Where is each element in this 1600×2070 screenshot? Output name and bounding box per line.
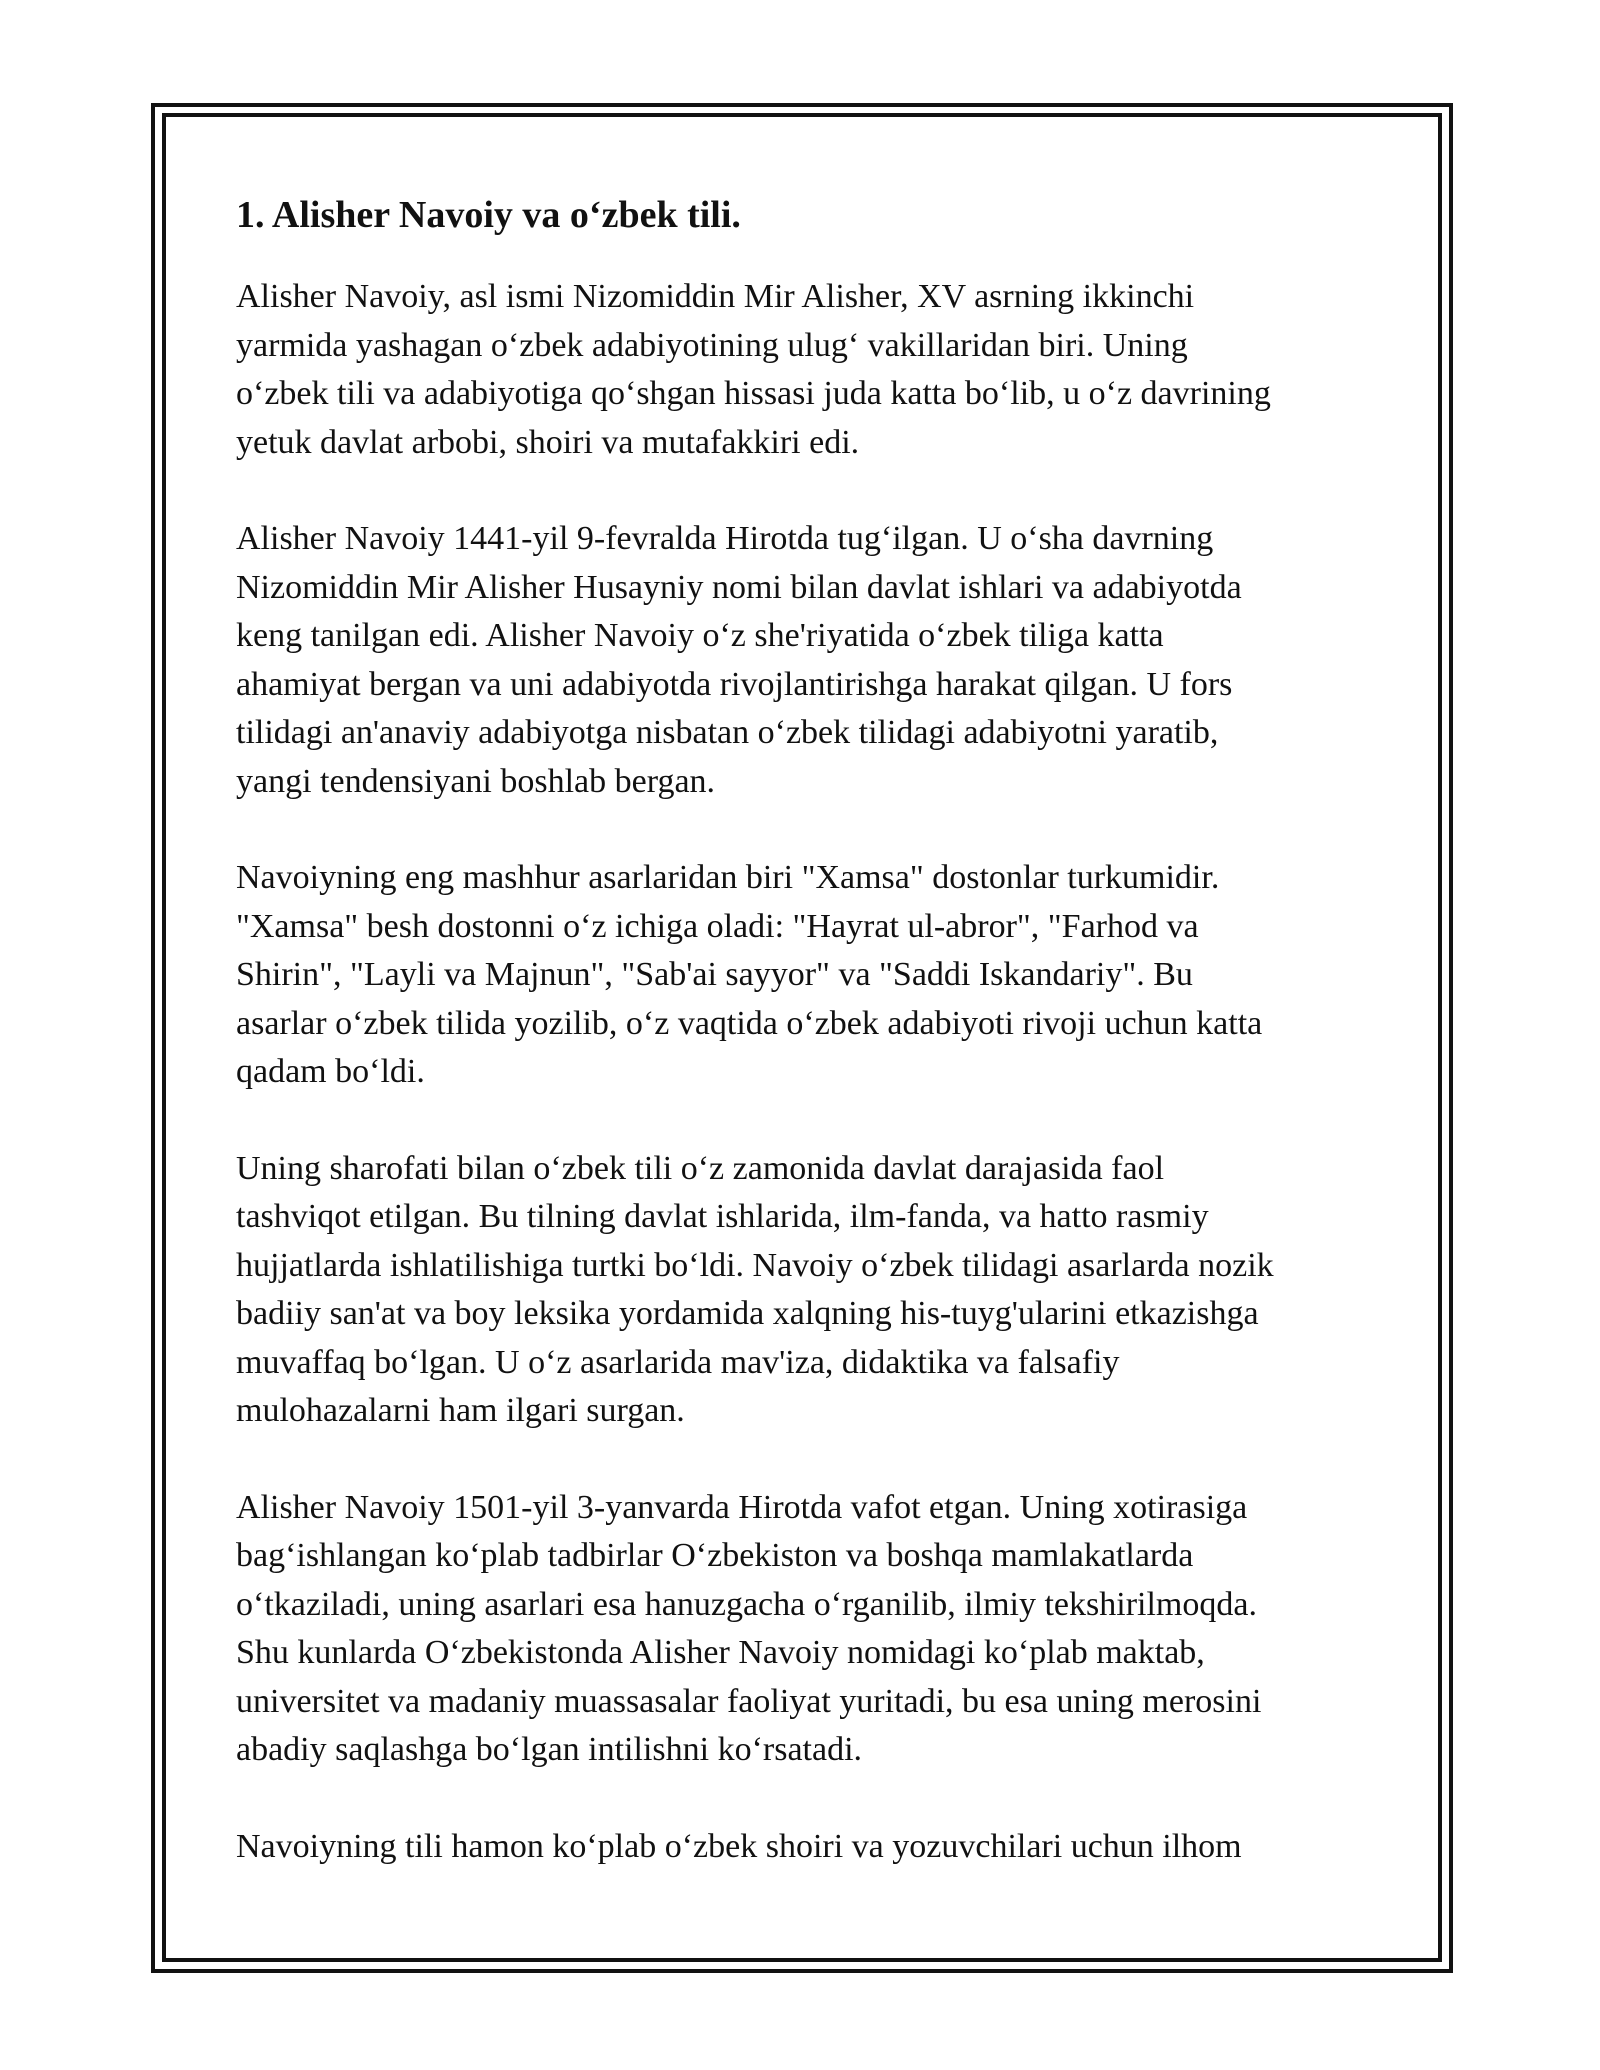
paragraph-intro: Alisher Navoiy, asl ismi Nizomiddin Mir Alisher, XV asrning ikkinchi yarmida yashagan o‘zbek adabiyotining ulug‘ vakillaridan biri. Uning o‘zbek tili va adabiyotiga qo‘shgan hissasi juda katta bo‘lib, u o‘z davrining yetuk davlat arbobi, shoiri va mutafakkiri edi. (236, 278, 1271, 461)
document-title: 1. Alisher Navoiy va o‘zbek tili. (236, 194, 741, 236)
paragraph-xamsa: Navoiyning eng mashhur asarlaridan biri "Xamsa" dostonlar turkumidir. "Xamsa" besh dostonni o‘z ichiga oladi: "Hayrat ul-abror", "Farhod va Shirin", "Layli va Majnun", "Sab'ai sayyor" va "Saddi Iskandariy". Bu asarlar o‘zbek tilida yozilib, o‘z vaqtida o‘zbek adabiyoti rivoji uchun katta qadam bo‘ldi. (236, 859, 1263, 1090)
document-body (236, 190, 1376, 1919)
paragraph-continued: Navoiyning tili hamon ko‘plab o‘zbek shoiri va yozuvchilari uchun ilhom (236, 1827, 1242, 1865)
paragraph-legacy: Alisher Navoiy 1501-yil 3-yanvarda Hirotda vafot etgan. Uning xotirasiga bag‘ishlangan ko‘plab tadbirlar O‘zbekiston va boshqa mamlakatlarda o‘tkaziladi, uning asarlari esa hanuzgacha o‘rganilib, ilmiy tekshirilmoqda. Shu kunlarda O‘zbekistonda Alisher Navoiy nomidagi ko‘plab maktab, universitet va madaniy muassasalar faoliyat yuritadi, bu esa uning merosini abadiy saqlashga bo‘lgan intilishni ko‘rsatadi. (236, 1488, 1262, 1768)
paragraph-language-role: Uning sharofati bilan o‘zbek tili o‘z zamonida davlat darajasida faol tashviqot etilgan. Bu tilning davlat ishlarida, ilm-fanda, va hatto rasmiy hujjatlarda ishlatilishiga turtki bo‘ldi. Navoiy o‘zbek tilidagi asarlarda nozik badiiy san'at va boy leksika yordamida xalqning his-tuyg'ularini etkazishga muvaffaq bo‘lgan. U o‘z asarlarida mav'iza, didaktika va falsafiy mulohazalarni ham ilgari surgan. (236, 1149, 1274, 1429)
paragraph-birth: Alisher Navoiy 1441-yil 9-fevralda Hirotda tug‘ilgan. U o‘sha davrning Nizomiddin Mir Alisher Husayniy nomi bilan davlat ishlari va adabiyotda keng tanilgan edi. Alisher Navoiy o‘z she'riyatida o‘zbek tiliga katta ahamiyat bergan va uni adabiyotda rivojlantirishga harakat qilgan. U fors tilidagi an'anaviy adabiyotga nisbatan o‘zbek tilidagi adabiyotni yaratib, yangi tendensiyani boshlab bergan. (236, 520, 1242, 800)
